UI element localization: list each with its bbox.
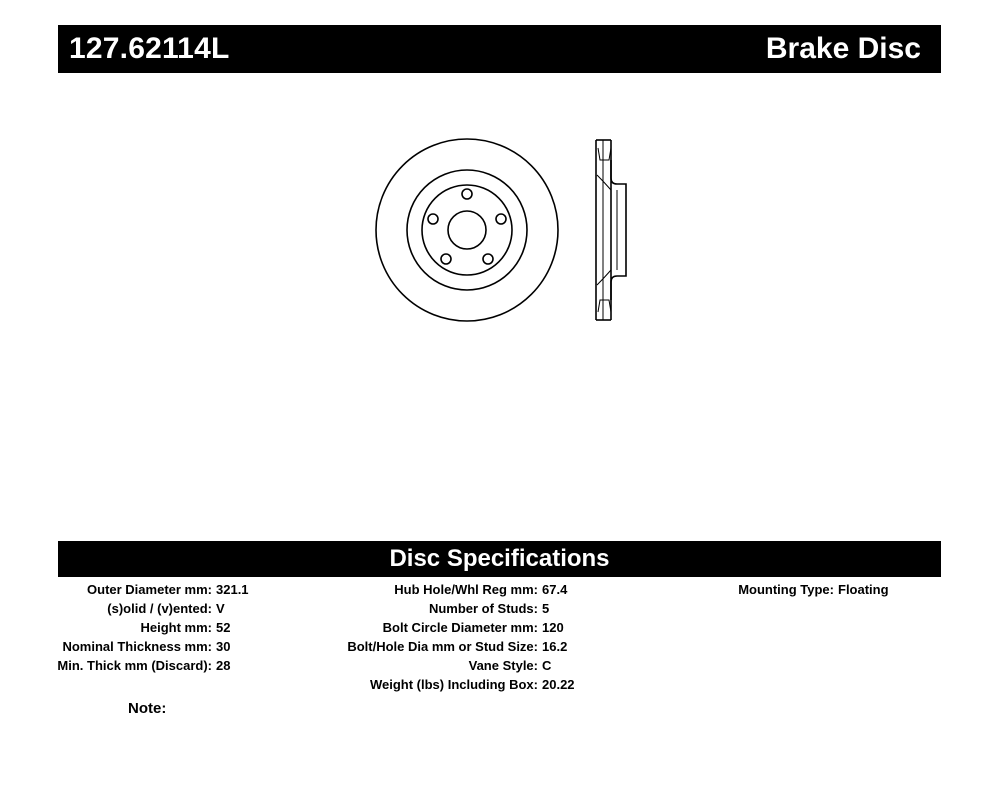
spec-value: 16.2 [542, 639, 568, 654]
spec-label: (s)olid / (v)ented: [107, 601, 212, 616]
spec-value: 67.4 [542, 582, 568, 597]
spec-row [330, 618, 575, 637]
spec-label: Height mm: [140, 620, 212, 635]
product-type: Brake Disc [765, 32, 921, 65]
spec-row [40, 580, 249, 599]
spec-label: Nominal Thickness mm: [62, 639, 212, 654]
spec-label: Weight (lbs) Including Box: [369, 677, 538, 692]
spec-column-3 [660, 580, 889, 599]
stud-hole [441, 254, 451, 264]
note-label: Note: [128, 700, 167, 717]
spec-value: 120 [542, 620, 564, 635]
disc-outer-edge [376, 139, 558, 321]
spec-row [330, 675, 575, 694]
spec-label: Mounting Type: [738, 582, 834, 597]
spec-value: 20.22 [542, 677, 575, 692]
stud-hole [496, 214, 506, 224]
spec-row [40, 599, 249, 618]
stud-hole [462, 189, 472, 199]
center-bore [448, 211, 486, 249]
disc-front-view [376, 139, 558, 321]
part-number: 127.62114L [69, 32, 230, 65]
spec-row [330, 580, 575, 599]
spec-label: Outer Diameter mm: [87, 582, 212, 597]
spec-section-title: Disc Specifications [389, 545, 610, 572]
spec-section-bar [58, 541, 941, 577]
spec-value: 28 [216, 658, 231, 673]
spec-label: Bolt Circle Diameter mm: [382, 620, 538, 635]
spec-column-1 [40, 580, 249, 675]
spec-row [40, 656, 249, 675]
spec-label: Min. Thick mm (Discard): [57, 658, 212, 673]
spec-label: Hub Hole/Whl Reg mm: [394, 582, 538, 597]
spec-value: 52 [216, 620, 231, 635]
spec-column-2 [330, 580, 575, 694]
spec-row [40, 637, 249, 656]
disc-hat-edge [407, 170, 527, 290]
spec-label: Vane Style: [468, 658, 538, 673]
spec-value: 321.1 [216, 582, 249, 597]
spec-value: 5 [542, 601, 550, 616]
spec-value: C [542, 658, 552, 673]
spec-row [660, 580, 889, 599]
spec-label: Bolt/Hole Dia mm or Stud Size: [347, 639, 538, 654]
spec-value: V [216, 601, 225, 616]
stud-hole [483, 254, 493, 264]
spec-label: Number of Studs: [428, 601, 538, 616]
spec-row [330, 599, 575, 618]
spec-row [330, 656, 575, 675]
disc-side-view [596, 140, 626, 320]
spec-value: 30 [216, 639, 231, 654]
spec-row [40, 618, 249, 637]
spec-value: Floating [838, 582, 889, 597]
spec-row [330, 637, 575, 656]
stud-hole [428, 214, 438, 224]
